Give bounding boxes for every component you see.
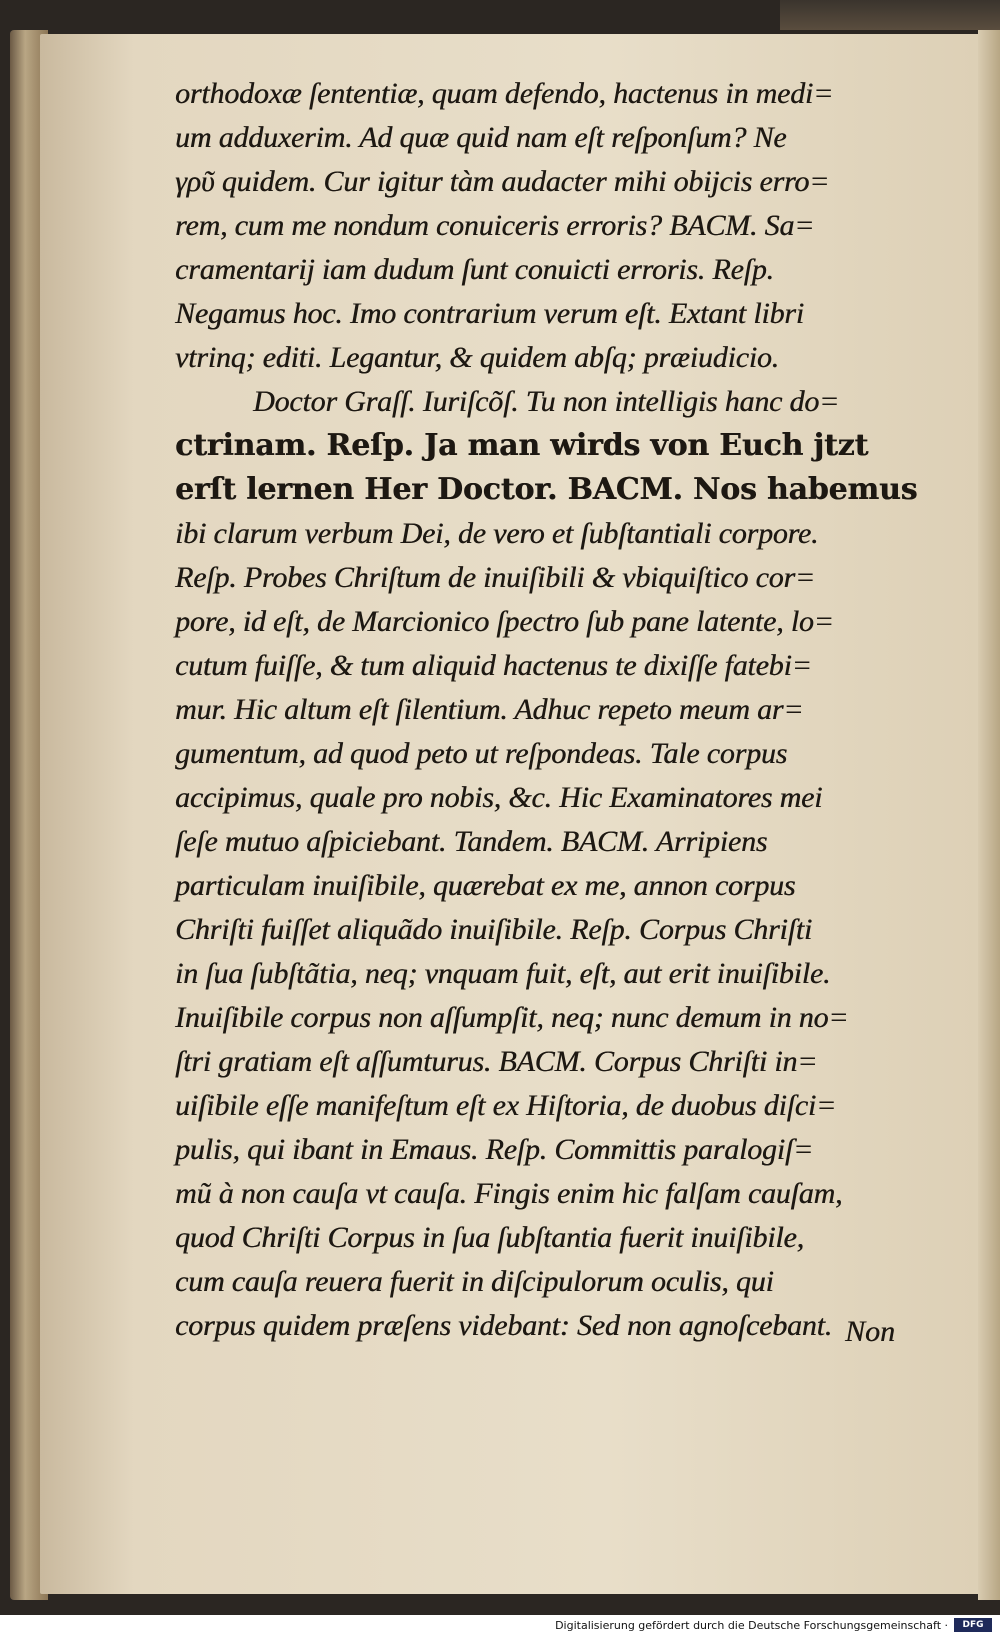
- text-line: orthodoxæ ſententiæ, quam defendo, hactenus in medi=: [175, 77, 834, 110]
- text-line: ſtri gratiam eſt aſſumturus. BACM. Corpus Chriſti in=: [175, 1045, 818, 1078]
- text-line: cutum fuiſſe, & tum aliquid hactenus te dixiſſe fatebi=: [175, 649, 812, 682]
- text-line-blackletter: erſt lernen Her Doctor. BACM. Nos habemus: [175, 472, 918, 507]
- funding-credit: Digitalisierung gefördert durch die Deutsche Forschungsgemeinschaft ·: [555, 1619, 948, 1632]
- text-line: rem, cum me nondum conuiceris erroris? BACM. Sa=: [175, 209, 815, 242]
- text-line: gumentum, ad quod peto ut reſpondeas. Tale corpus: [175, 737, 788, 770]
- text-line: ſeſe mutuo aſpiciebant. Tandem. BACM. Arripiens: [175, 825, 768, 858]
- text-line: Inuiſibile corpus non aſſumpſit, neq; nunc demum in no=: [175, 1001, 849, 1034]
- text-line: uiſibile eſſe manifeſtum eſt ex Hiſtoria, de duobus diſci=: [175, 1089, 837, 1122]
- digitization-footer: [0, 1615, 1000, 1637]
- page-text-block: [175, 72, 955, 1348]
- text-line: ibi clarum verbum Dei, de vero et ſubſtantiali corpore.: [175, 517, 819, 550]
- text-line: particulam inuiſibile, quærebat ex me, annon corpus: [175, 869, 796, 902]
- text-line: Negamus hoc. Imo contrarium verum eſt. Extant libri: [175, 297, 804, 330]
- text-line-blackletter: ctrinam. Reſp. Ja man wirds von Euch jtzt: [175, 428, 869, 463]
- text-line: Chriſti fuiſſet aliquãdo inuiſibile. Reſp. Corpus Chriſti: [175, 913, 812, 946]
- text-line: pulis, qui ibant in Emaus. Reſp. Committis paralogiſ=: [175, 1133, 814, 1166]
- text-line: in ſua ſubſtãtia, neq; vnquam fuit, eſt, aut erit inuiſibile.: [175, 957, 831, 990]
- text-line: accipimus, quale pro nobis, &c. Hic Examinatores mei: [175, 781, 823, 814]
- book-top-edge: [780, 0, 1000, 30]
- text-line: mũ à non cauſa vt cauſa. Fingis enim hic falſam cauſam,: [175, 1177, 843, 1210]
- text-line: Reſp. Probes Chriſtum de inuiſibili & vbiquiſtico cor=: [175, 561, 815, 594]
- text-line: mur. Hic altum eſt ſilentium. Adhuc repeto meum ar=: [175, 693, 804, 726]
- text-line: corpus quidem præſens videbant: Sed non agnoſcebant.: [175, 1309, 832, 1342]
- text-line: pore, id eſt, de Marcionico ſpectro ſub pane latente, lo=: [175, 605, 834, 638]
- catchword: Non: [845, 1315, 896, 1348]
- text-line: γρῦ quidem. Cur igitur tàm audacter mihi obijcis erro=: [175, 165, 830, 198]
- text-line: um adduxerim. Ad quæ quid nam eſt reſponſum? Ne: [175, 121, 787, 154]
- text-line: cum cauſa reuera fuerit in diſcipulorum oculis, qui: [175, 1265, 774, 1298]
- text-line: cramentarij iam dudum ſunt conuicti erroris. Reſp.: [175, 253, 774, 286]
- text-line: vtrinq; editi. Legantur, & quidem abſq; præiudicio.: [175, 341, 779, 374]
- text-line: Doctor Graſſ. Iuriſcõſ. Tu non intelligis hanc do=: [253, 385, 840, 418]
- text-line: quod Chriſti Corpus in ſua ſubſtantia fuerit inuiſibile,: [175, 1221, 804, 1254]
- next-leaf-edge: [978, 30, 1000, 1600]
- dfg-logo: DFG: [954, 1618, 992, 1632]
